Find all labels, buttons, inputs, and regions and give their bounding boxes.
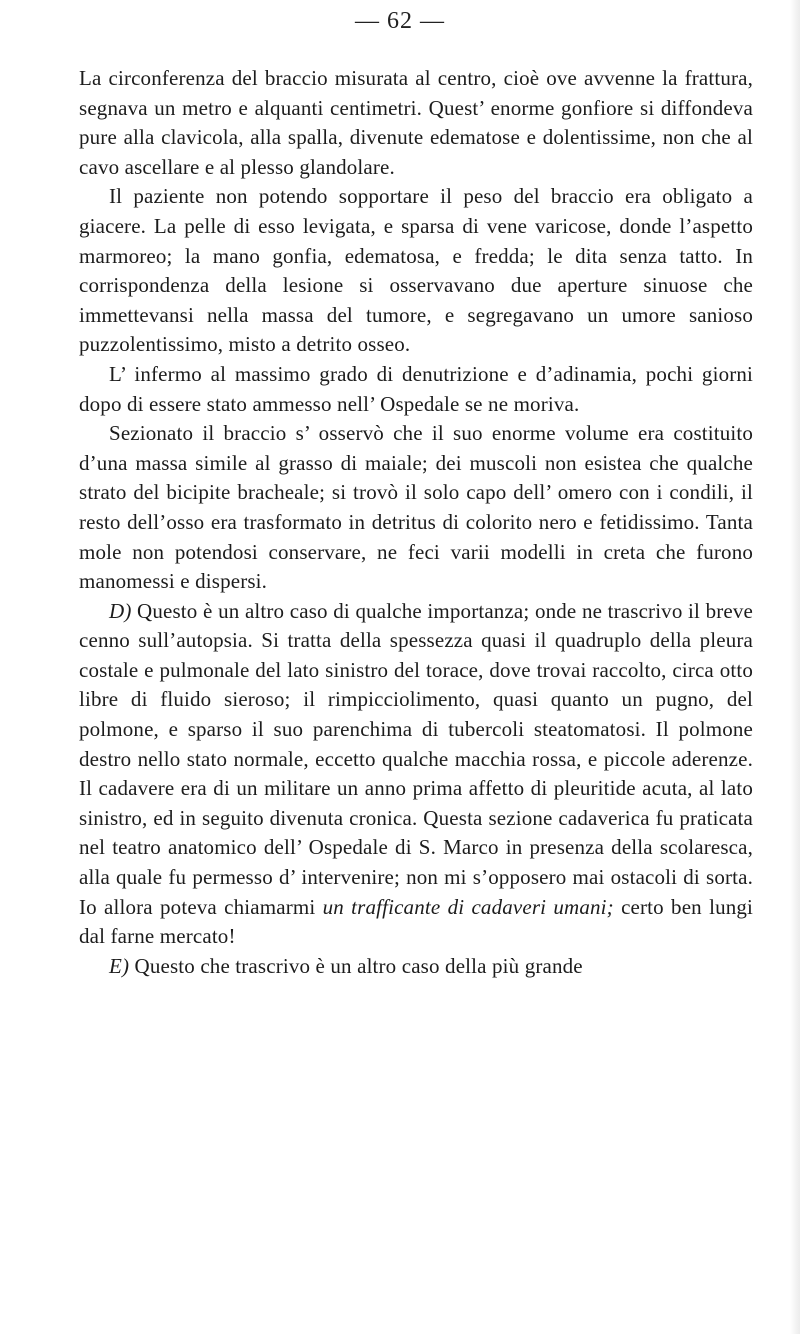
paragraph-text: Il paziente non potendo sopportare il peso del braccio era obligato a giacere. La pelle di esso levigata, e sparsa di vene varicose, donde l’aspetto marmoreo; la mano gonfia, edematosa, e fredda; le dita senza tatto. In corrispondenza della lesione si osservavano due aperture sinuose che immettevansi nella massa del tumore, e segregavano un umore sanioso puzzolentissimo, misto a detrito osseo. bbox=[79, 184, 753, 357]
paragraph-text: L’ infermo al massimo grado di denutrizione e d’adinamia, pochi giorni dopo di essere stato ammesso nell’ Ospedale se ne moriva. bbox=[79, 361, 753, 416]
section-marker: D) bbox=[109, 598, 132, 623]
paragraph-3 bbox=[79, 360, 753, 419]
page-number: — 62 — bbox=[355, 8, 445, 34]
paragraph-text-tail: certo ben lungi dal farne mercato! bbox=[79, 894, 754, 949]
body-text bbox=[79, 64, 753, 981]
page-edge-shadow bbox=[790, 0, 800, 1334]
paragraph-text: Questo è un altro caso di qualche importanza; onde ne trascrivo il breve cenno sull’autopsia. Si tratta della spessezza quasi il quadruplo della pleura costale e pulmonale del lato sinistro del torace, dove trovai raccolto, circa otto libre di fluido sieroso; il rimpicciolimento, quasi quanto un pugno, del polmone, e sparso il suo parenchima di tubercoli steatomatosi. Il polmone destro nello stato normale, eccetto qualche macchia rossa, e piccole aderenze. Il cadavere era di un militare un anno prima affetto di pleuritide acuta, al lato sinistro, ed in seguito divenuta cronica. Questa sezione cadaverica fu praticata nel teatro anatomico dell’ Ospedale di S. Marco in presenza della scolaresca, alla quale fu permesso d’ intervenire; non mi s’opposero mai ostacoli di sorta. Io allora poteva chiamarmi bbox=[79, 598, 753, 919]
italic-phrase: un trafficante di cadaveri umani; bbox=[322, 894, 614, 919]
paragraph-text: Sezionato il braccio s’ osservò che il suo enorme volume era costituito d’una massa simile al grasso di maiale; dei muscoli non esistea che qualche strato del bicipite bracheale; si trovò il solo capo dell’ omero con i condili, il resto dell’osso era trasformato in detritus di colorito nero e fetidissimo. Tanta mole non potendosi conservare, ne feci varii modelli in creta che furono manomessi e dispersi. bbox=[79, 421, 753, 594]
paragraph-text: La circonferenza del braccio misurata al centro, cioè ove avvenne la frattura, segnava un metro e alquanti centimetri. Quest’ enorme gonfiore si diffondeva pure alla clavicola, alla spalla, divenute edematose e dolentissime, non che al cavo ascellare e al plesso glandolare. bbox=[79, 66, 753, 179]
paragraph-text: Questo che trascrivo è un altro caso della più grande bbox=[129, 953, 583, 978]
paragraph-2 bbox=[79, 182, 753, 360]
paragraph-4 bbox=[79, 419, 753, 597]
paragraph-5 bbox=[79, 597, 753, 952]
paragraph-1 bbox=[79, 64, 753, 182]
section-marker: E) bbox=[109, 953, 130, 978]
paragraph-6 bbox=[79, 952, 753, 982]
